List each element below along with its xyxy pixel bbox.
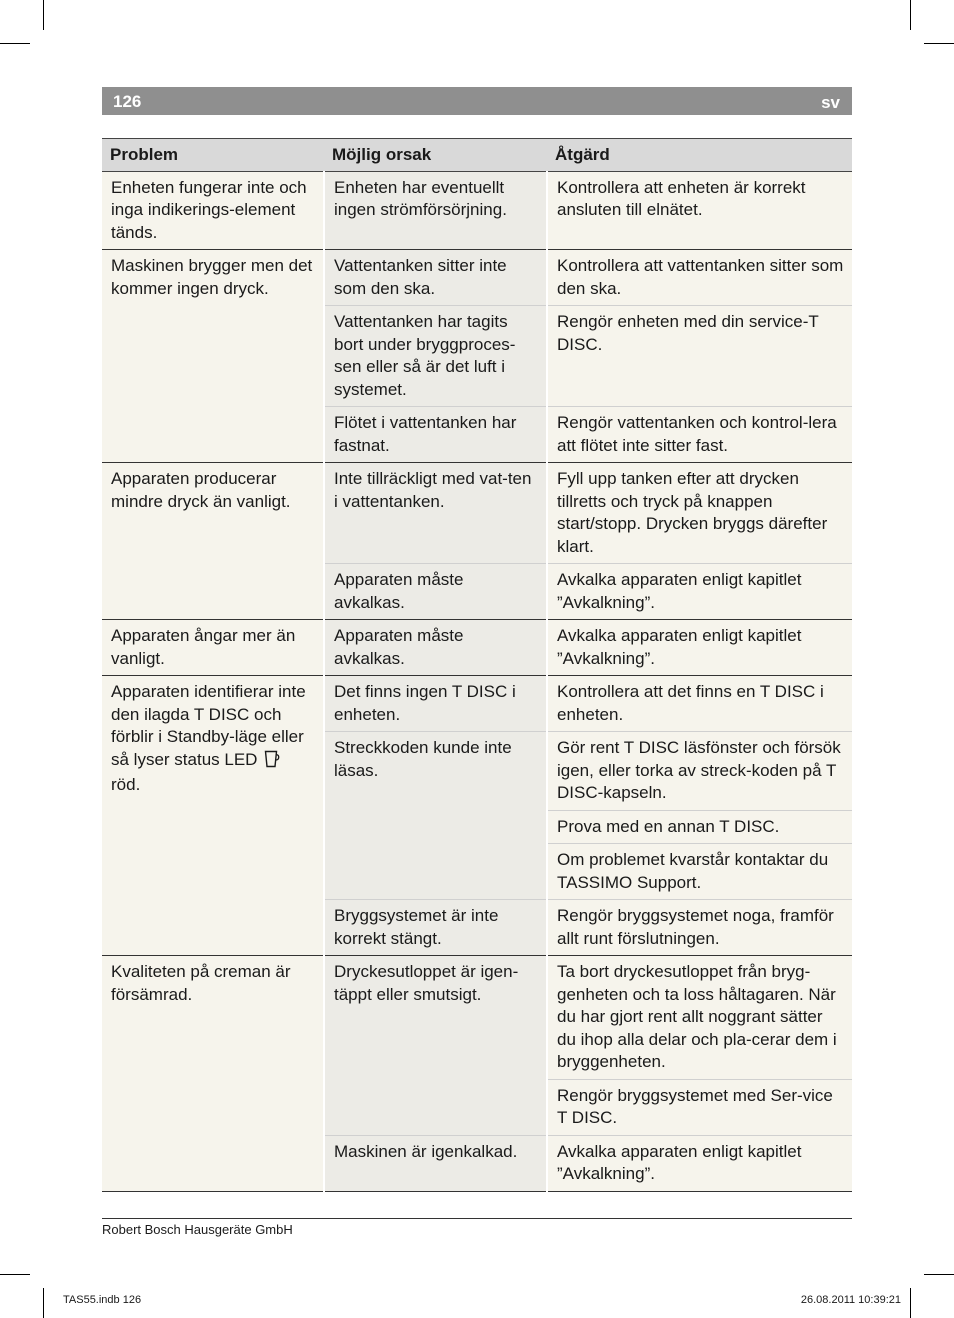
crop-mark [43, 1288, 44, 1318]
crop-mark [43, 0, 44, 30]
table-header-row [102, 139, 852, 172]
cause-cell: Bryggsystemet är inte korrekt stängt. [324, 900, 547, 956]
remedy-cell: Kontrollera att det finns en T DISC i enheten. [547, 676, 852, 732]
table-row [102, 620, 852, 676]
cause-cell: Flötet i vattentanken har fastnat. [324, 407, 547, 463]
column-header-remedy: Åtgärd [547, 139, 852, 172]
footer-company: Robert Bosch Hausgeräte GmbH [102, 1222, 293, 1237]
cup-icon [264, 750, 280, 775]
problem-cell: Maskinen brygger men det kommer ingen dryck. [102, 250, 324, 463]
problem-cell: Enheten fungerar inte och inga indikerings-element tänds. [102, 171, 324, 250]
problem-text-suffix: röd. [111, 775, 141, 794]
cause-cell: Streckkoden kunde inte läsas. [324, 732, 547, 900]
cause-cell: Det finns ingen T DISC i enheten. [324, 676, 547, 732]
table-row [102, 956, 852, 1080]
remedy-cell: Rengör enheten med din service-T DISC. [547, 306, 852, 407]
remedy-cell: Avkalka apparaten enligt kapitlet ”Avkalkning”. [547, 564, 852, 620]
troubleshooting-table [102, 138, 852, 1192]
remedy-cell: Rengör bryggsystemet med Ser-vice T DISC. [547, 1079, 852, 1135]
page-number: 126 [113, 92, 142, 111]
remedy-cell: Fyll upp tanken efter att drycken tillretts och tryck på knappen start/stopp. Drycken bryggs därefter klart. [547, 463, 852, 564]
remedy-cell: Om problemet kvarstår kontaktar du TASSIMO Support. [547, 844, 852, 900]
cause-cell: Vattentanken har tagits bort under bryggproces-sen eller så är det luft i systemet. [324, 306, 547, 407]
cause-cell: Apparaten måste avkalkas. [324, 564, 547, 620]
crop-mark [0, 1274, 30, 1275]
cause-cell: Maskinen är igenkalkad. [324, 1135, 547, 1191]
problem-text: Apparaten identifierar inte den ilagda T DISC och förblir i Standby-läge eller så lyser status LED [111, 682, 306, 769]
table-row [102, 250, 852, 306]
crop-mark [910, 0, 911, 30]
problem-cell: Kvaliteten på creman är försämrad. [102, 956, 324, 1192]
remedy-cell: Rengör bryggsystemet noga, framför allt runt förslutningen. [547, 900, 852, 956]
cause-cell: Apparaten måste avkalkas. [324, 620, 547, 676]
problem-cell: Apparaten ångar mer än vanligt. [102, 620, 324, 676]
remedy-cell: Rengör vattentanken och kontrol-lera att flötet inte sitter fast. [547, 407, 852, 463]
crop-mark [924, 43, 954, 44]
cause-cell: Dryckesutloppet är igen-täppt eller smutsigt. [324, 956, 547, 1136]
remedy-cell: Gör rent T DISC läsfönster och försök igen, eller torka av streck-koden på T DISC-kapseln. [547, 732, 852, 811]
crop-mark [924, 1274, 954, 1275]
language-code: sv [821, 93, 840, 112]
problem-cell [102, 676, 324, 956]
column-header-cause: Möjlig orsak [324, 139, 547, 172]
cause-cell: Enheten har eventuellt ingen strömförsörjning. [324, 171, 547, 250]
table-row [102, 463, 852, 564]
cause-cell: Vattentanken sitter inte som den ska. [324, 250, 547, 306]
cause-cell: Inte tillräckligt med vat-ten i vattentanken. [324, 463, 547, 564]
remedy-cell: Avkalka apparaten enligt kapitlet ”Avkalkning”. [547, 620, 852, 676]
remedy-cell: Kontrollera att vattentanken sitter som den ska. [547, 250, 852, 306]
table-row [102, 676, 852, 732]
crop-mark [910, 1288, 911, 1318]
footer-divider [102, 1218, 852, 1219]
print-slug-datetime: 26.08.2011 10:39:21 [800, 1294, 901, 1306]
crop-mark [0, 43, 30, 44]
table-row [102, 171, 852, 250]
remedy-cell: Kontrollera att enheten är korrekt ansluten till elnätet. [547, 171, 852, 250]
problem-cell: Apparaten producerar mindre dryck än vanligt. [102, 463, 324, 620]
remedy-cell: Prova med en annan T DISC. [547, 810, 852, 844]
page-header-bar [102, 87, 852, 115]
column-header-problem: Problem [102, 139, 324, 172]
remedy-cell: Avkalka apparaten enligt kapitlet ”Avkalkning”. [547, 1135, 852, 1191]
remedy-cell: Ta bort dryckesutloppet från bryg-genheten och ta loss håltagaren. När du har gjort rent allt noggrant sätter du ihop alla delar och pla-cerar dem i bryggenheten. [547, 956, 852, 1080]
print-slug-file: TAS55.indb 126 [63, 1294, 142, 1306]
